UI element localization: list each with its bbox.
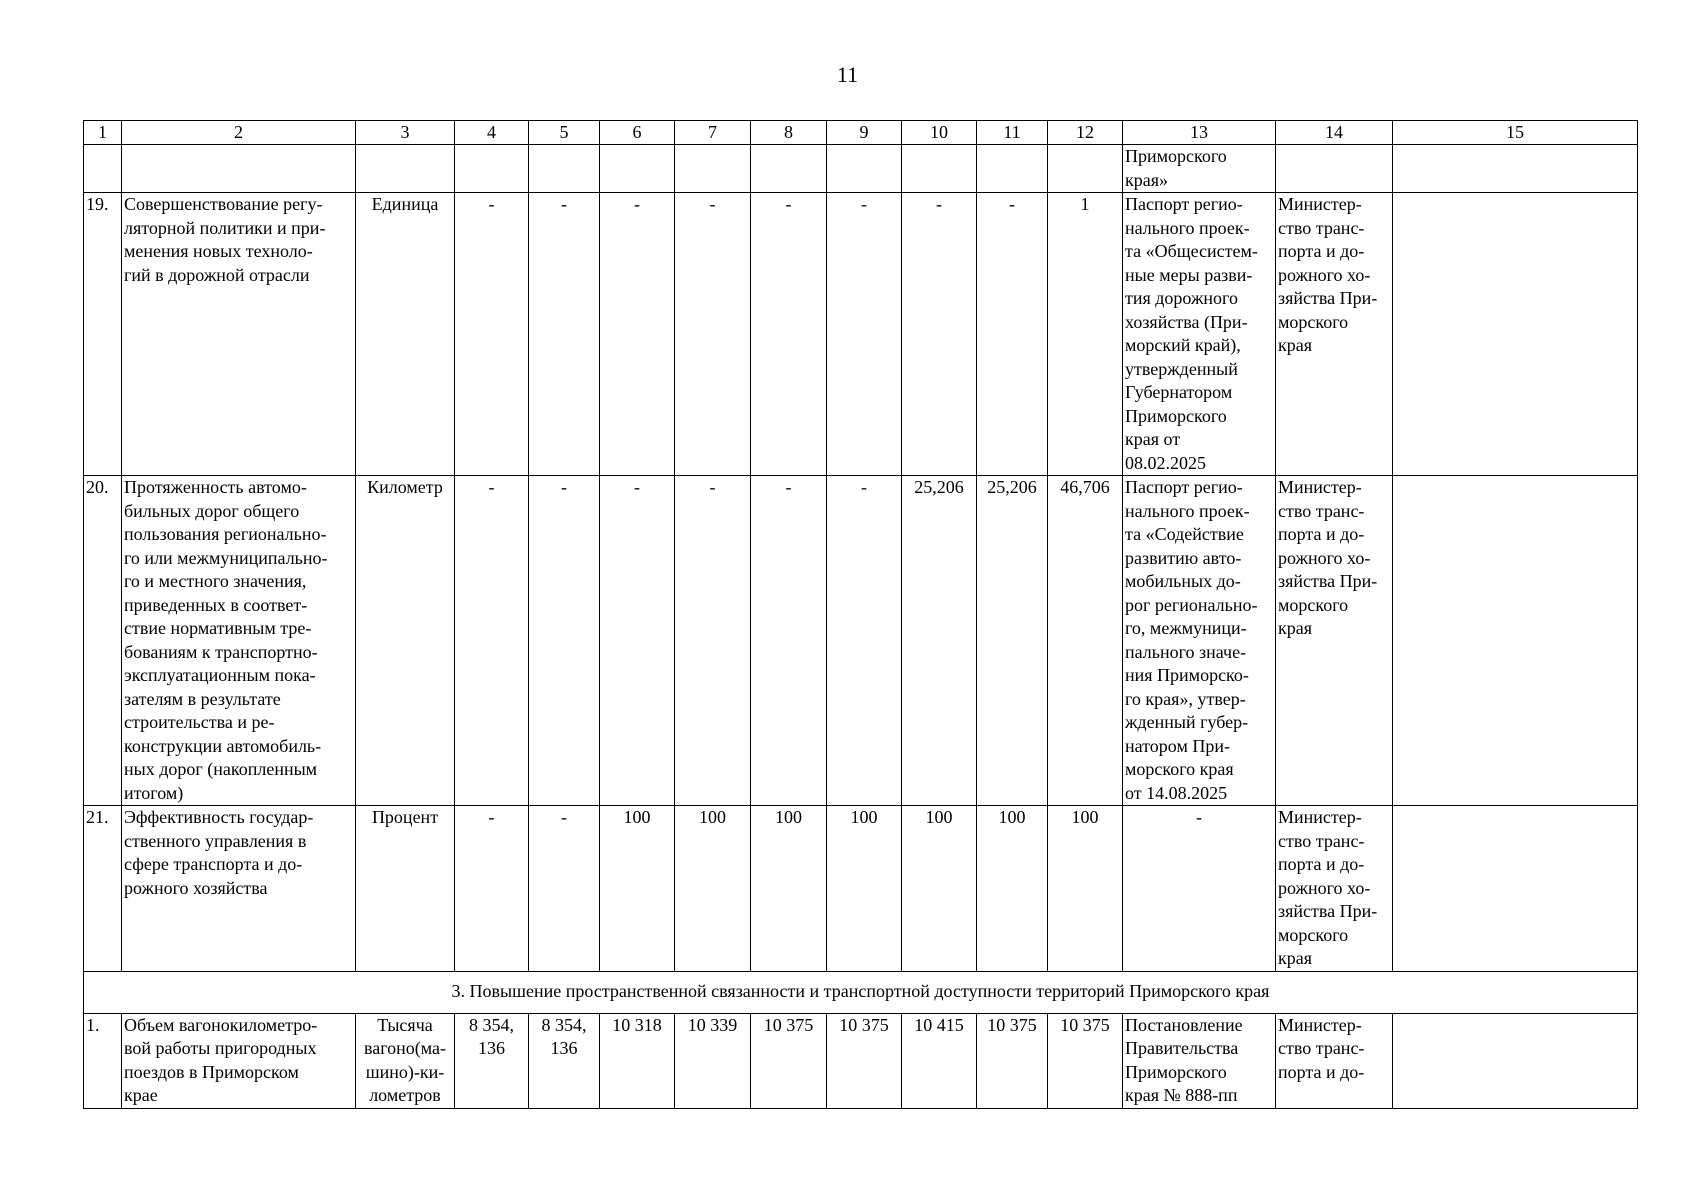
table-cell: - <box>1123 806 1276 972</box>
table-cell: - <box>902 193 977 476</box>
table-cell: Единица <box>356 193 455 476</box>
table-cell <box>84 145 122 193</box>
column-number-cell: 3 <box>356 121 455 145</box>
table-cell <box>751 145 827 193</box>
table-cell: Километр <box>356 476 455 806</box>
table-cell <box>1393 1013 1638 1108</box>
table-cell: 10 375 <box>751 1013 827 1108</box>
table-row <box>84 476 1638 806</box>
column-number-cell: 14 <box>1276 121 1393 145</box>
table-cell: - <box>751 476 827 806</box>
table-cell <box>600 145 675 193</box>
table-cell: 1 <box>1048 193 1123 476</box>
table-cell: - <box>455 193 529 476</box>
table-cell: - <box>977 193 1048 476</box>
table-cell: 100 <box>751 806 827 972</box>
section-title: 3. Повышение пространственной связанности и транспортной доступности территорий Приморского края <box>84 971 1638 1013</box>
table-cell <box>1276 145 1393 193</box>
column-number-cell: 13 <box>1123 121 1276 145</box>
table-cell <box>977 145 1048 193</box>
table-cell <box>1393 806 1638 972</box>
column-number-cell: 6 <box>600 121 675 145</box>
table-cell: - <box>529 193 600 476</box>
column-number-header-row <box>84 121 1638 145</box>
table-cell: 1. <box>84 1013 122 1108</box>
column-number-cell: 9 <box>827 121 902 145</box>
table-cell <box>827 145 902 193</box>
table-cell: Процент <box>356 806 455 972</box>
table-row <box>84 193 1638 476</box>
table-cell: - <box>529 806 600 972</box>
table-cell: Приморского края» <box>1123 145 1276 193</box>
table-cell: Объем вагонокилометро- вой работы пригородных поездов в Приморском крае <box>122 1013 356 1108</box>
table-cell: - <box>827 193 902 476</box>
table-cell: 10 318 <box>600 1013 675 1108</box>
table-row <box>84 1013 1638 1108</box>
table-cell: 100 <box>675 806 751 972</box>
column-number-cell: 15 <box>1393 121 1638 145</box>
table-cell: 100 <box>902 806 977 972</box>
table-cell: 10 375 <box>827 1013 902 1108</box>
table-cell <box>455 145 529 193</box>
table-cell: - <box>751 193 827 476</box>
table-cell: Министер- ство транс- порта и до- рожного хо- зяйства При- морского края <box>1276 806 1393 972</box>
table-cell: 10 375 <box>1048 1013 1123 1108</box>
table-cell: - <box>600 476 675 806</box>
page-number: 11 <box>836 62 859 87</box>
table-cell <box>1393 193 1638 476</box>
table-cell: 25,206 <box>902 476 977 806</box>
column-number-cell: 8 <box>751 121 827 145</box>
column-number-cell: 5 <box>529 121 600 145</box>
column-number-cell: 1 <box>84 121 122 145</box>
table-cell: 20. <box>84 476 122 806</box>
table-cell: 46,706 <box>1048 476 1123 806</box>
table-cell <box>529 145 600 193</box>
column-number-cell: 10 <box>902 121 977 145</box>
table-cell: 10 375 <box>977 1013 1048 1108</box>
table-cell <box>1393 476 1638 806</box>
table-cell <box>1048 145 1123 193</box>
table-cell: - <box>455 806 529 972</box>
table-cell: 10 415 <box>902 1013 977 1108</box>
table-cell: - <box>455 476 529 806</box>
table-cell: Паспорт регио- нального проек- та «Общесистем- ные меры разви- тия дорожного хозяйства (При- морский край), утвержденный Губернатором Приморского края от 08.02.2025 <box>1123 193 1276 476</box>
table-cell: - <box>827 476 902 806</box>
table-cell: 19. <box>84 193 122 476</box>
table-cell: Министер- ство транс- порта и до- рожного хо- зяйства При- морского края <box>1276 476 1393 806</box>
table-row <box>84 806 1638 972</box>
table-cell: 8 354, 136 <box>529 1013 600 1108</box>
table-cell: Паспорт регио- нального проек- та «Содействие развитию авто- мобильных до- рог регионально- го, межмуници- пального значе- ния Приморско- го края», утвер- жденный губер- натором При- морского края от 14.08.2025 <box>1123 476 1276 806</box>
column-number-cell: 11 <box>977 121 1048 145</box>
table-cell: 100 <box>977 806 1048 972</box>
table-cell: 25,206 <box>977 476 1048 806</box>
table-cell: Эффективность государ- ственного управления в сфере транспорта и до- рожного хозяйства <box>122 806 356 972</box>
table-cell: Протяженность автомо- бильных дорог общего пользования регионально- го или межмуниципально- го и местного значения, приведенных в соответ- ствие нормативным тре- бованиям к транспортно- эксплуатационным пока- зателям в результате строительства и ре- конструкции автомобиль- ных дорог (накопленным итогом) <box>122 476 356 806</box>
table-cell: Тысяча вагоно(ма- шино)-ки- лометров <box>356 1013 455 1108</box>
table-cell: 100 <box>1048 806 1123 972</box>
table-cell: - <box>675 476 751 806</box>
table-cell <box>1393 145 1638 193</box>
table-cell <box>122 145 356 193</box>
table-cell: 10 339 <box>675 1013 751 1108</box>
table-cell: 8 354, 136 <box>455 1013 529 1108</box>
table-cell <box>902 145 977 193</box>
table-row <box>84 145 1638 193</box>
table-cell <box>356 145 455 193</box>
table-cell: - <box>675 193 751 476</box>
table-cell: Министер- ство транс- порта и до- <box>1276 1013 1393 1108</box>
column-number-cell: 2 <box>122 121 356 145</box>
table-cell: Постановление Правительства Приморского края № 888-пп <box>1123 1013 1276 1108</box>
table-cell <box>675 145 751 193</box>
table-cell: 21. <box>84 806 122 972</box>
table-cell: Совершенствование регу- ляторной политики и при- менения новых техноло- гий в дорожной отрасли <box>122 193 356 476</box>
column-number-cell: 4 <box>455 121 529 145</box>
indicators-table <box>83 120 1638 1109</box>
table-cell: - <box>529 476 600 806</box>
section-heading-row <box>84 971 1638 1013</box>
column-number-cell: 12 <box>1048 121 1123 145</box>
table-cell: - <box>600 193 675 476</box>
table-cell: Министер- ство транс- порта и до- рожного хо- зяйства При- морского края <box>1276 193 1393 476</box>
table-cell: 100 <box>827 806 902 972</box>
table-cell: 100 <box>600 806 675 972</box>
column-number-cell: 7 <box>675 121 751 145</box>
